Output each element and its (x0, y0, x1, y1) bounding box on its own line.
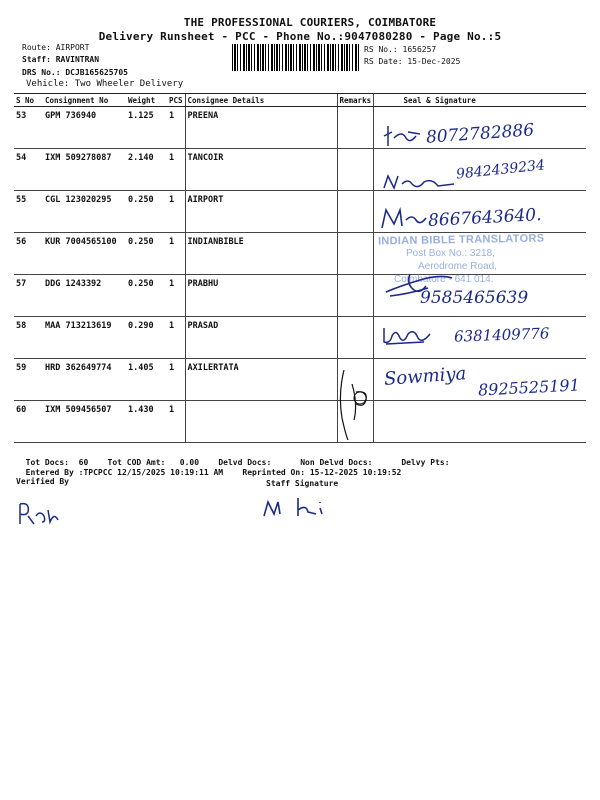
signature-scribble (380, 268, 460, 302)
cell-consignee: PREENA (185, 107, 337, 149)
cell-sno: 55 (14, 191, 43, 233)
rs-date: RS Date: 15-Dec-2025 (364, 57, 461, 66)
reprinted-on: Reprinted On: 15-12-2025 10:19:52 (242, 468, 402, 477)
col-header-weight: Weight (126, 94, 167, 107)
drs-label: DRS No.: DCJB165625705 (22, 68, 128, 77)
stamp-line: INDIAN BIBLE TRANSLATORS (377, 232, 545, 248)
cell-consignment: IXM 509278087 (43, 149, 126, 191)
cell-consignment: KUR 7004565100 (43, 233, 126, 275)
staff-label: Staff: RAVINTRAN (22, 55, 100, 64)
cell-pcs: 1 (167, 359, 185, 401)
cell-signature (373, 401, 586, 443)
cell-sno: 53 (14, 107, 43, 149)
stamp-line: Aerodrome Road, (418, 261, 497, 272)
handwritten-phone: 9842439234 (455, 157, 546, 183)
cell-consignment: CGL 123020295 (43, 191, 126, 233)
col-header-seal: Seal & Signature (373, 94, 586, 107)
handwritten-name: Sowmiya (383, 363, 467, 390)
cell-sno: 59 (14, 359, 43, 401)
total-cod: Tot COD Amt: 0.00 (107, 458, 200, 467)
cell-pcs: 1 (167, 317, 185, 359)
delivered-docs: Delvd Docs: (218, 458, 272, 467)
cell-remarks (337, 275, 373, 317)
total-docs: Tot Docs: 60 (25, 458, 89, 467)
cell-consignee: AXILERTATA (185, 359, 337, 401)
staff-signature-label: Staff Signature (266, 479, 339, 488)
rs-number: RS No.: 1656257 (364, 45, 437, 54)
col-header-consignee: Consignee Details (185, 94, 337, 107)
cell-consignee (185, 401, 337, 443)
cell-weight: 1.430 (126, 401, 167, 443)
company-title: THE PROFESSIONAL COURIERS, COIMBATORE (183, 16, 437, 29)
barcode (232, 44, 360, 71)
cell-pcs: 1 (167, 149, 185, 191)
signature-scribble (380, 168, 460, 196)
cell-consignee: PRABHU (185, 275, 337, 317)
entry-line (16, 459, 401, 477)
signature-scribble (334, 364, 380, 444)
signature-scribble (380, 322, 436, 346)
handwritten-phone: 9585465639 (420, 288, 529, 308)
signature-scribble (380, 122, 426, 152)
cell-weight: 0.290 (126, 317, 167, 359)
cell-consignee: PRASAD (185, 317, 337, 359)
cell-remarks (337, 191, 373, 233)
cell-pcs: 1 (167, 191, 185, 233)
non-delivered-docs: Non Delvd Docs: (300, 458, 373, 467)
cell-pcs: 1 (167, 233, 185, 275)
handwritten-phone: 8667643640. (427, 205, 543, 231)
cell-sno: 57 (14, 275, 43, 317)
handwritten-phone: 6381409776 (453, 324, 550, 346)
cell-weight: 0.250 (126, 233, 167, 275)
cell-consignment: MAA 713213619 (43, 317, 126, 359)
table-row (14, 401, 586, 443)
delivery-points: Delvy Pts: (401, 458, 450, 467)
handwritten-phone: 8925525191 (477, 375, 581, 400)
handwritten-phone: 8072782886 (425, 120, 535, 148)
staff-signature (258, 494, 348, 522)
runsheet-title: Delivery Runsheet - PCC - Phone No.:9047080280 - Page No.:5 (98, 30, 502, 43)
col-header-consignment: Consignment No (43, 94, 126, 107)
cell-consignee: INDIANBIBLE (185, 233, 337, 275)
cell-weight: 0.250 (126, 275, 167, 317)
cell-pcs: 1 (167, 401, 185, 443)
signature-scribble (378, 206, 430, 232)
cell-sno: 60 (14, 401, 43, 443)
cell-pcs: 1 (167, 107, 185, 149)
cell-consignment: HRD 362649774 (43, 359, 126, 401)
cell-weight: 1.405 (126, 359, 167, 401)
vehicle-label: Vehicle: Two Wheeler Delivery (26, 79, 184, 89)
stamp-line: Post Box No.: 3218, (406, 248, 495, 259)
cell-consignment: DDG 1243392 (43, 275, 126, 317)
cell-weight: 0.250 (126, 191, 167, 233)
cell-consignment: GPM 736940 (43, 107, 126, 149)
cell-remarks (337, 149, 373, 191)
cell-remarks (337, 107, 373, 149)
cell-remarks (337, 233, 373, 275)
entered-by: Entered By :TPCPCC 12/15/2025 10:19:11 AM (25, 468, 224, 477)
cell-sno: 58 (14, 317, 43, 359)
verifier-signature (14, 496, 64, 530)
col-header-sno: S No (14, 94, 43, 107)
table-header-row (14, 94, 586, 107)
col-header-pcs: PCS (167, 94, 185, 107)
verified-by-label: Verified By (16, 477, 69, 486)
col-header-remarks: Remarks (337, 94, 373, 107)
cell-weight: 2.140 (126, 149, 167, 191)
cell-pcs: 1 (167, 275, 185, 317)
route-label: Route: AIRPORT (22, 43, 90, 52)
stamp-line: Coimbatore - 641 014. (394, 274, 494, 285)
cell-sno: 56 (14, 233, 43, 275)
cell-sno: 54 (14, 149, 43, 191)
cell-remarks (337, 317, 373, 359)
cell-consignment: IXM 509456507 (43, 401, 126, 443)
cell-consignee: AIRPORT (185, 191, 337, 233)
cell-consignee: TANCOIR (185, 149, 337, 191)
cell-weight: 1.125 (126, 107, 167, 149)
